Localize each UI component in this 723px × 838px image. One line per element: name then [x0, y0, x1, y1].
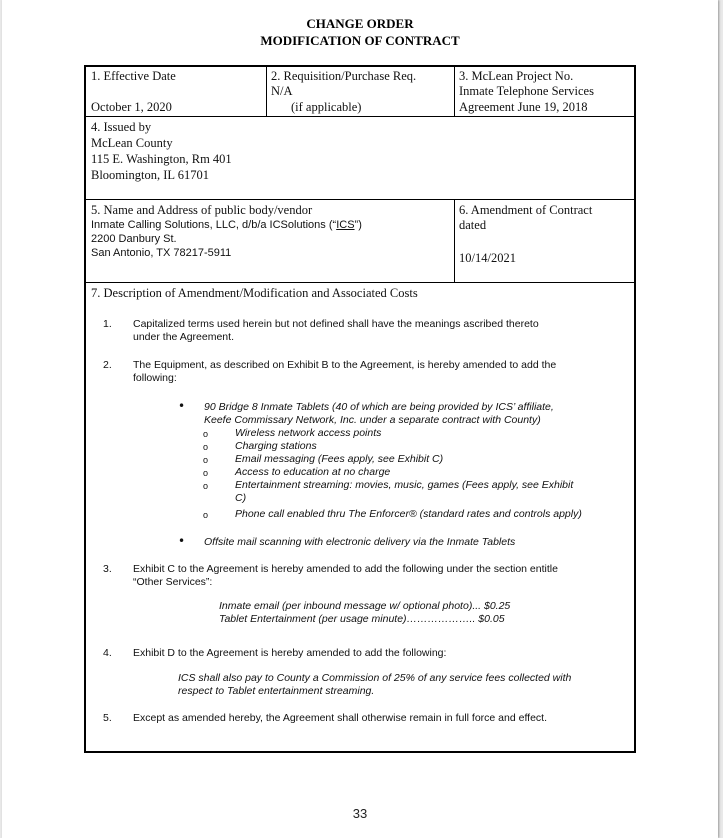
project-no-label: 3. McLean Project No.: [459, 69, 574, 83]
item-text: under the Agreement.: [133, 331, 234, 343]
bullet-text: 90 Bridge 8 Inmate Tablets (40 of which are being provided by ICS’ affiliate,: [204, 401, 554, 413]
issued-by-line: Bloomington, IL 61701: [91, 168, 209, 182]
bullet-icon: •: [178, 534, 186, 548]
document-title: CHANGE ORDER: [306, 16, 414, 31]
document-page: [2, 0, 718, 838]
sub-item-text: Wireless network access points: [235, 427, 382, 439]
page-number: 33: [352, 806, 368, 821]
sub-item-text: C): [235, 492, 247, 504]
circle-bullet-icon: o: [203, 481, 209, 491]
vendor-address-line: San Antonio, TX 78217-5911: [91, 247, 232, 259]
issued-by-line: 115 E. Washington, Rm 401: [91, 152, 232, 166]
vendor-label: 5. Name and Address of public body/vendor: [91, 203, 313, 217]
bullet-text: Keefe Commissary Network, Inc. under a separate contract with County): [204, 414, 541, 426]
sub-item-text: Email messaging (Fees apply, see Exhibit C): [235, 453, 444, 465]
sub-item-text: Phone call enabled thru The Enforcer® (standard rates and controls apply): [235, 508, 582, 520]
requisition-note: (if applicable): [291, 100, 362, 114]
bullet-text: Offsite mail scanning with electronic delivery via the Inmate Tablets: [204, 536, 516, 548]
circle-bullet-icon: o: [203, 442, 209, 452]
amendment-date-label2: dated: [459, 218, 487, 232]
change-order-form: [84, 65, 636, 753]
effective-date-value: October 1, 2020: [91, 100, 172, 114]
item-number: 5.: [103, 712, 112, 724]
item-number: 2.: [103, 359, 112, 371]
issued-by-label: 4. Issued by: [91, 120, 152, 134]
item-text: Except as amended hereby, the Agreement shall otherwise remain in full force and effect.: [133, 712, 548, 724]
item-text: Exhibit D to the Agreement is hereby amended to add the following:: [133, 647, 447, 659]
project-no-line3: Agreement June 19, 2018: [459, 100, 588, 114]
project-no-line2: Inmate Telephone Services: [459, 84, 594, 98]
item-number: 1.: [103, 318, 112, 330]
col-divider: [454, 199, 455, 282]
effective-date-label: 1. Effective Date: [91, 69, 176, 83]
item-text: ICS shall also pay to County a Commission of 25% of any service fees collected with: [178, 672, 572, 684]
row-divider: [86, 282, 634, 283]
row-divider: [86, 199, 634, 200]
item-text: The Equipment, as described on Exhibit B to the Agreement, is hereby amended to add the: [133, 359, 557, 371]
col-divider: [454, 67, 455, 116]
requisition-value: N/A: [271, 84, 293, 98]
item-text: respect to Tablet entertainment streaming.: [178, 685, 375, 697]
circle-bullet-icon: o: [203, 429, 209, 439]
circle-bullet-icon: o: [203, 510, 209, 520]
amendment-date-label: 6. Amendment of Contract: [459, 203, 593, 217]
circle-bullet-icon: o: [203, 455, 209, 465]
item-text: “Other Services”:: [133, 576, 213, 588]
bullet-icon: •: [178, 399, 186, 413]
sub-item-text: Charging stations: [235, 440, 317, 452]
fee-line: Inmate email (per inbound message w/ optional photo)... $0.25: [219, 600, 511, 612]
amendment-date-value: 10/14/2021: [459, 251, 516, 265]
fee-line: Tablet Entertainment (per usage minute)……………….. $0.05: [219, 613, 505, 625]
row-divider: [86, 116, 634, 117]
col-divider: [266, 67, 267, 116]
item-text: following:: [133, 372, 177, 384]
vendor-name: Inmate Calling Solutions, LLC, d/b/a ICSolutions (“ICS”): [91, 219, 362, 231]
issued-by-line: McLean County: [91, 136, 173, 150]
circle-bullet-icon: o: [203, 468, 209, 478]
document-subtitle: MODIFICATION OF CONTRACT: [260, 33, 460, 48]
sub-item-text: Access to education at no charge: [235, 466, 391, 478]
item-number: 4.: [103, 647, 112, 659]
vendor-address-line: 2200 Danbury St.: [91, 233, 177, 245]
item-text: Exhibit C to the Agreement is hereby amended to add the following under the section entitle: [133, 563, 558, 575]
item-number: 3.: [103, 563, 112, 575]
sub-item-text: Entertainment streaming: movies, music, games (Fees apply, see Exhibit: [235, 479, 574, 491]
requisition-label: 2. Requisition/Purchase Req.: [271, 69, 417, 83]
description-label: 7. Description of Amendment/Modification and Associated Costs: [91, 286, 418, 300]
item-text: Capitalized terms used herein but not defined shall have the meanings ascribed thereto: [133, 318, 539, 330]
